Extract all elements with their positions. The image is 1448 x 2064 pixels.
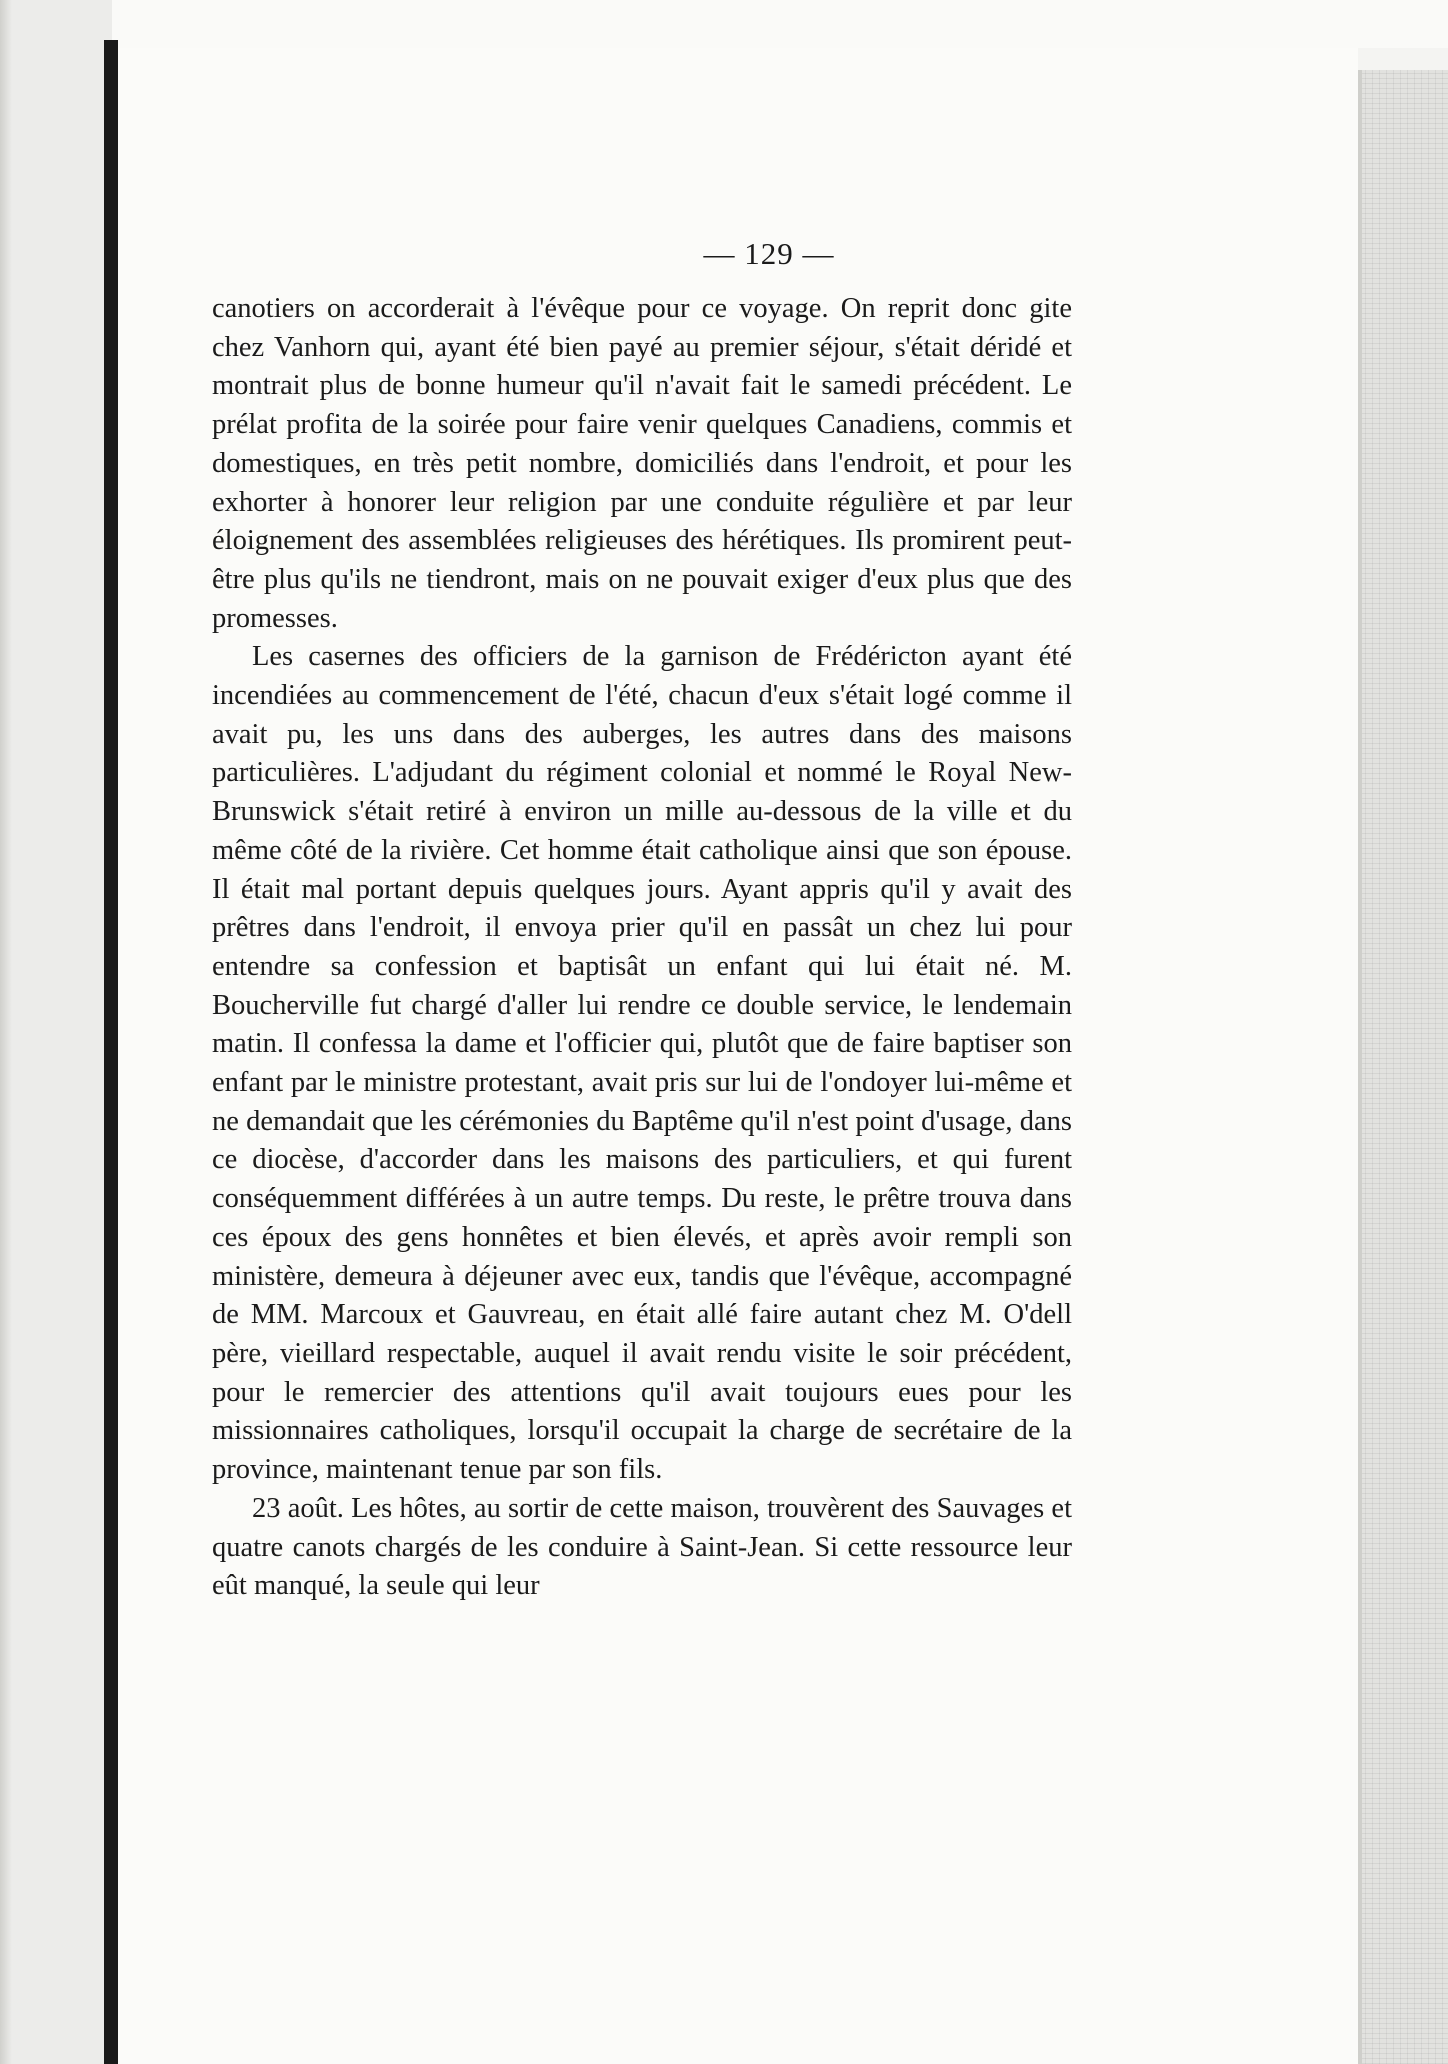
scan-left-shadow	[0, 0, 12, 2064]
paragraph-2: Les casernes des officiers de la garnison de Frédéricton ayant été incendiées au commencement de l'été, chacun d'eux s'était logé comme il avait pu, les uns dans des auberges, les autres dans des maisons particulières. L'adjudant du régiment colonial et nommé le Royal New-Brunswick s'était retiré à environ un mille au-dessous de la ville et du même côté de la rivière. Cet homme était catholique ainsi que son épouse. Il était mal portant depuis quelques jours. Ayant appris qu'il y avait des prêtres dans l'endroit, il envoya prier qu'il en passât un chez lui pour entendre sa confession et baptisât un enfant qui lui était né. M. Boucherville fut chargé d'aller lui rendre ce double service, le lendemain matin. Il confessa la dame et l'officier qui, plutôt que de faire baptiser son enfant par le ministre protestant, avait pris sur lui de l'ondoyer lui-même et ne demandait que les cérémonies du Baptême qu'il n'est point d'usage, dans ce diocèse, d'accorder dans les maisons des particuliers, et qui furent conséquemment différées à un autre temps. Du reste, le prêtre trouva dans ces époux des gens honnêtes et bien élevés, et après avoir rempli son ministère, demeura à déjeuner avec eux, tandis que l'évêque, accompagné de MM. Marcoux et Gauvreau, en était allé faire autant chez M. O'dell père, vieillard respectable, auquel il avait rendu visite le soir précédent, pour le remercier des attentions qu'il avait toujours eues pour les missionnaires catholiques, lorsqu'il occupait la charge de secrétaire de la province, maintenant tenue par son fils.	[212, 641, 1072, 1486]
paragraph-1: canotiers on accorderait à l'évêque pour ce voyage. On reprit donc gite chez Vanhorn qui, ayant été bien payé au premier séjour, s'était déridé et montrait plus de bonne humeur qu'il n'avait fait le samedi précédent. Le prélat profita de la soirée pour faire venir quelques Canadiens, commis et domestiques, en très petit nombre, domiciliés dans l'endroit, et pour les exhorter à honorer leur religion par une conduite régulière et par leur éloignement des assemblées religieuses des hérétiques. Ils promirent peut-être plus qu'ils ne tiendront, mais on ne pouvait exiger d'eux plus que des promesses.	[212, 293, 1072, 634]
scan-right-edge	[1358, 70, 1448, 2064]
scan-left-border	[0, 0, 112, 2064]
paragraph-3: 23 août. Les hôtes, au sortir de cette maison, trouvèrent des Sauvages et quatre canots chargés de les conduire à Saint-Jean. Si cette ressource leur eût manqué, la seule qui leur	[212, 1492, 1072, 1602]
body-text	[212, 290, 1072, 1606]
page-number: — 129 —	[703, 236, 835, 271]
scan-top-margin	[0, 0, 1448, 48]
